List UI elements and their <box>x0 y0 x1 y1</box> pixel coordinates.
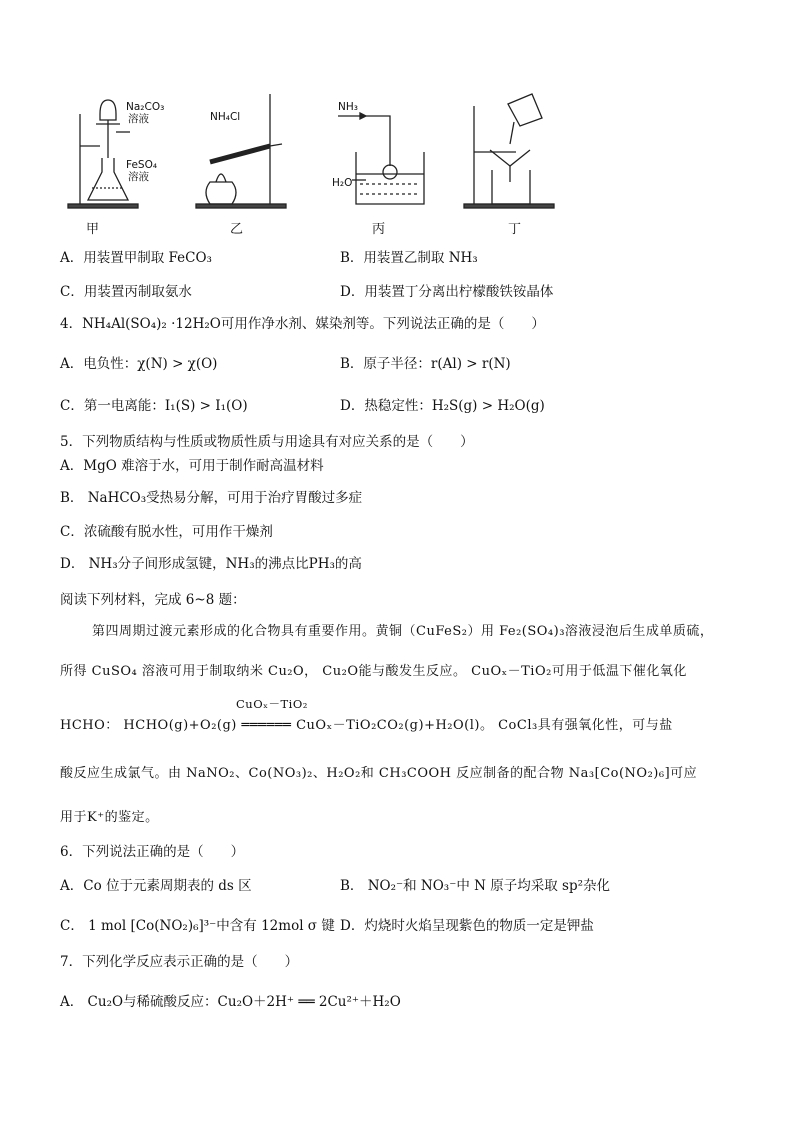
q3-option-a: A．用装置甲制取 FeCO₃ <box>60 250 212 266</box>
apparatus-figures <box>60 86 620 236</box>
q4-option-d: D．热稳定性：H₂S(g) > H₂O(g) <box>340 398 545 414</box>
yi-label: NH₄Cl <box>210 111 241 123</box>
q3-option-d: D．用装置丁分离出柠檬酸铁铵晶体 <box>340 284 554 300</box>
reading-paragraph-line1: 第四周期过渡元素形成的化合物具有重要作用。黄铜（CuFeS₂）用 Fe₂(SO₄)₃溶液浸泡后生成单质硫， <box>92 624 714 639</box>
jia-top-label2: 溶液 <box>128 113 149 125</box>
q5-option-b: B． NaHCO₃受热易分解，可用于治疗胃酸过多症 <box>60 490 363 506</box>
reading-paragraph-line4: 酸反应生成氯气。由 NaNO₂、Co(NO₃)₂、H₂O₂和 CH₃COOH 反应制备的配合物 Na₃[Co(NO₂)₆]可应 <box>60 766 698 781</box>
q4-option-b: B．原子半径：r(Al) > r(N) <box>340 356 511 372</box>
q5-stem: 5．下列物质结构与性质或物质性质与用途具有对应关系的是（ ） <box>60 434 474 450</box>
reading-catalyst-label: CuOₓ－TiO₂ <box>236 697 308 711</box>
q7-stem: 7．下列化学反应表示正确的是（ ） <box>60 954 299 970</box>
bing-liquid-label: H₂O <box>332 177 353 189</box>
jia-bottom-label2: 溶液 <box>128 171 149 183</box>
q4-stem: 4．NH₄Al(SO₄)₂ ·12H₂O可用作净水剂、媒染剂等。下列说法正确的是（ ） <box>60 316 545 332</box>
q6-option-c: C． 1 mol [Co(NO₂)₆]³⁻中含有 12mol σ 键 <box>60 918 335 934</box>
figure-label-yi: 乙 <box>230 222 244 237</box>
q5-option-c: C．浓硫酸有脱水性，可用作干燥剂 <box>60 524 273 540</box>
q7-option-a: A． Cu₂O与稀硫酸反应：Cu₂O＋2H⁺ ══ 2Cu²⁺＋H₂O <box>60 994 401 1010</box>
q6-option-b: B． NO₂⁻和 NO₃⁻中 N 原子均采取 sp²杂化 <box>340 878 611 894</box>
reading-intro: 阅读下列材料，完成 6~8 题： <box>60 592 246 608</box>
figure-label-bing: 丙 <box>372 222 386 237</box>
q3-option-c: C．用装置丙制取氨水 <box>60 284 192 300</box>
q4-option-c: C．第一电离能：I₁(S) > I₁(O) <box>60 398 248 414</box>
q5-option-d: D． NH₃分子间形成氢键，NH₃的沸点比PH₃的高 <box>60 556 362 572</box>
jia-bottom-label: FeSO₄ <box>126 159 158 171</box>
figure-label-jia: 甲 <box>86 222 100 237</box>
q6-option-d: D．灼烧时火焰呈现紫色的物质一定是钾盐 <box>340 918 594 934</box>
q6-option-a: A．Co 位于元素周期表的 ds 区 <box>60 878 252 894</box>
q3-option-b: B．用装置乙制取 NH₃ <box>340 250 478 266</box>
reading-paragraph-line2: 所得 CuSO₄ 溶液可用于制取纳米 Cu₂O， Cu₂O能与酸发生反应。 CuOₓ－TiO₂可用于低温下催化氧化 <box>60 664 687 679</box>
apparatus-ding <box>464 94 554 208</box>
apparatus-bing <box>338 113 424 204</box>
q4-option-a: A．电负性：χ(N) > χ(O) <box>60 356 218 372</box>
q5-option-a: A．MgO 难溶于水，可用于制作耐高温材料 <box>60 458 324 474</box>
bing-gas-label: NH₃ <box>338 101 358 113</box>
jia-top-label: Na₂CO₃ <box>126 101 165 113</box>
q6-stem: 6．下列说法正确的是（ ） <box>60 844 245 860</box>
reading-paragraph-line5: 用于K⁺的鉴定。 <box>60 810 159 825</box>
figure-label-ding: 丁 <box>508 222 522 237</box>
reading-paragraph-line3: HCHO： HCHO(g)+O₂(g) ══════ CuOₓ－TiO₂CO₂(g)+H₂O(l)。 CoCl₃具有强氧化性，可与盐 <box>60 718 673 733</box>
